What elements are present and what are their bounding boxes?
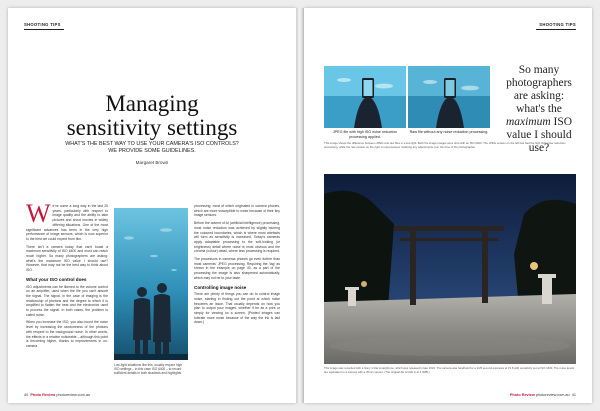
brand-name: Photo Review [30, 393, 56, 397]
site-url: photoreview.com.au [535, 393, 570, 397]
brand-name: Photo Review [509, 393, 535, 397]
paragraph: The processors in cameras phones go even further than most cameras' JPEG processing. Requiring the 'tag' as shown in the example on page 40, as a part of the processing the image is also sharpened automatically, which may not be to your taste. [194, 257, 280, 280]
pull-quote-text: ISO value I should use? [506, 116, 573, 154]
article-deck [28, 141, 276, 155]
byline: Margaret Brown [135, 160, 169, 165]
right-page [304, 8, 592, 403]
page-number: 41 [571, 393, 576, 397]
comparison-note: This image shows the difference between JPEG and raw files in a low-light. Both the image images were shot with an ISO 6400. The JPEG version on the left has had the high ISO noise reduction processing, while the raw version on the right is unprocessed, retaining any adjustments over the time of the photographer. [324, 141, 566, 149]
raw-comparison-photo [408, 66, 490, 128]
body-column-1 [26, 204, 108, 390]
raw-caption: Raw file without any noise reduction processing. [409, 130, 489, 134]
paragraph: Before the advent of AI (artificial intelligence) processing, most noise reduction was achieved by slightly blurring the coloured boundaries, which is where most artefacts will form as sensitivity is increased. Today's cameras apply adaptable processing to the soft-looking (or brightness) detail where noise is most obvious and the chroma (colour) detail, where less processing is required. [194, 221, 280, 254]
title-line-1: Managing [105, 91, 199, 116]
torii-photo-note: This image was recorded with a Sony 1 that smartphone, which was released in late 2022. The camera was handheld for a 1/25 second exposure at f/1.8 with sensitivity set at ISO 1600. The noise levels are equivalent to a camera with a 35mm sensor. (The original file scrolls in at 4.3MB.) [324, 366, 575, 374]
deck-line-2: WE PROVIDE SOME GUIDELINES. [108, 148, 196, 154]
subheading: What your ISO control does [26, 276, 87, 282]
pull-quote-emphasis: maximum [505, 116, 551, 128]
jpeg-caption: JPEG file with high ISO noise reduction processing applied. [332, 130, 398, 139]
photo-caption: Low-light situations like this, usually require high ISO settings – in this case ISO 6400 – to record sufficient details in both shadows and highlights. [114, 363, 183, 375]
section-tag: SHOOTING TIPS [24, 22, 61, 27]
book-spine [296, 8, 304, 403]
aquarium-photo [114, 208, 188, 360]
title-line-2: sensitivity settings [66, 115, 238, 140]
pull-quote [500, 64, 578, 155]
subheading: Controlling image noise [194, 284, 247, 290]
drop-cap: W [26, 204, 51, 228]
paragraph: ISO adjustments can be likened to the volume control on an amplifier, used when the file you can't absorb the signal. The signal, in the case of imaging is the relationship of photons and the degree to which it is amplified to flatten the heat and the electronics used to process the signal. In both cases, the problem is called noise. [26, 284, 108, 317]
pull-quote-text: So many photographers are asking: what's the [506, 64, 572, 115]
left-page [8, 8, 296, 403]
paragraph: There isn't a camera today that can't boast a maximum sensitivity of ISO 6400 and most can reach much higher. So many photographers are asking: what's the maximum ISO value I should use? However, that may not be the best way to think about ISO. [26, 244, 108, 273]
paragraph: e've come a long way in the last 20 years, particularly with respect to image quality and the ability to take pictures and shoot movies in widely differing situations. One of the most significant advances has been in the very high performance of image sensors, which is now superior to the best we could expect from film. [26, 204, 108, 241]
paragraph: When you increase the ISO, you also boost the noise level by increasing the randomness of the photons with respect to the background noise. In other words, the effects in a relative noticeable – although this point is becoming higher, thanks to improvements in on-camera [26, 320, 108, 348]
paragraph: processing, most of which originated in camera phones, which are more susceptible to noise because of their tiny image sensors. [194, 204, 280, 218]
section-rule [24, 29, 64, 30]
article-title [8, 92, 296, 140]
site-url: photoreview.com.au [56, 393, 91, 397]
jpeg-comparison-photo [324, 66, 406, 128]
page-number: 40 [24, 393, 29, 397]
body-column-2 [194, 204, 280, 390]
section-rule [536, 29, 576, 30]
torii-night-photo [324, 174, 576, 364]
paragraph: There are plenty of things you can do to control image noise, starting in finding out the point at which noise becomes an issue. That usually depends on how you plan to output your images, whether it be as a print or simply for viewing on a screen. (Printed images can tolerate more noise because of the way the ink is laid down.) [194, 292, 280, 325]
deck-line-1: WHAT'S THE BEST WAY TO USE YOUR CAMERA'S ISO CONTROLS? [65, 141, 239, 147]
section-tag: SHOOTING TIPS [539, 22, 576, 27]
folio-left [24, 393, 90, 397]
folio-right [510, 393, 576, 397]
